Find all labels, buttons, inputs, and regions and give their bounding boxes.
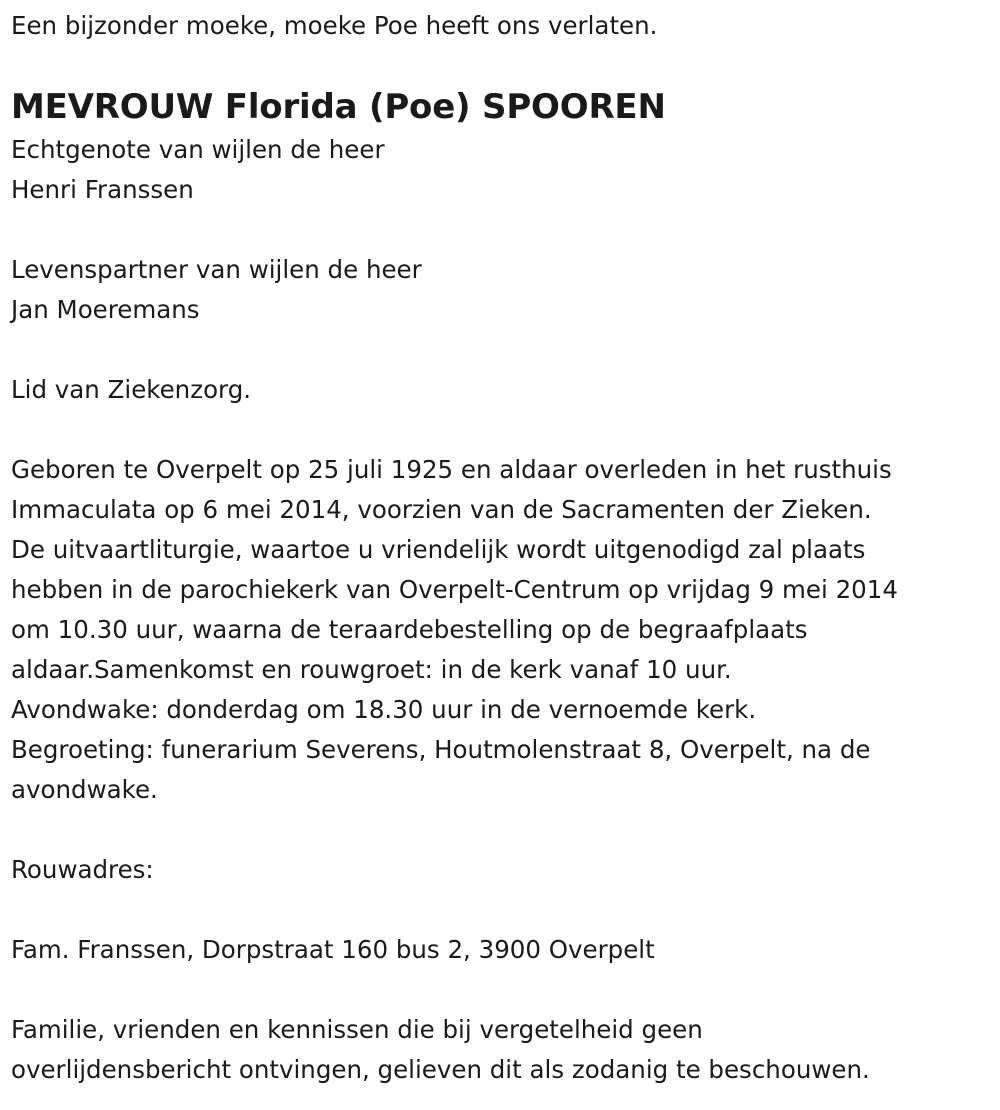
spacer: [11, 890, 986, 930]
intro-text: Een bijzonder moeke, moeke Poe heeft ons verlaten.: [11, 11, 658, 40]
partner-line-1: Levenspartner van wijlen de heer: [11, 255, 422, 284]
partner-name: Jan Moeremans: [11, 295, 200, 324]
membership-text: Lid van Ziekenzorg.: [11, 375, 252, 404]
details-line: Begroeting: funerarium Severens, Houtmolenstraat 8, Overpelt, na de: [11, 735, 871, 764]
details-line: De uitvaartliturgie, waartoe u vriendelijk wordt uitgenodigd zal plaats: [11, 535, 866, 564]
details-line: avondwake.: [11, 775, 158, 804]
details-paragraph: [11, 450, 986, 810]
closing-paragraph: [11, 1010, 986, 1090]
spouse-line-1: Echtgenote van wijlen de heer: [11, 135, 385, 164]
obituary-notice: [11, 0, 986, 1090]
closing-line: Familie, vrienden en kennissen die bij vergetelheid geen: [11, 1015, 703, 1044]
spacer: [11, 410, 986, 450]
details-line: Avondwake: donderdag om 18.30 uur in de vernoemde kerk.: [11, 695, 757, 724]
mourning-address: Fam. Franssen, Dorpstraat 160 bus 2, 3900 Overpelt: [11, 935, 655, 964]
details-line: Immaculata op 6 mei 2014, voorzien van de Sacramenten der Zieken.: [11, 495, 872, 524]
spacer: [11, 970, 986, 1010]
details-line: Geboren te Overpelt op 25 juli 1925 en aldaar overleden in het rusthuis: [11, 455, 892, 484]
details-line: hebben in de parochiekerk van Overpelt-Centrum op vrijdag 9 mei 2014: [11, 575, 898, 604]
spacer: [11, 210, 986, 250]
details-line: aldaar.Samenkomst en rouwgroet: in de kerk vanaf 10 uur.: [11, 655, 732, 684]
deceased-name-heading: MEVROUW Florida (Poe) SPOOREN: [11, 87, 666, 127]
spacer: [11, 810, 986, 850]
mourning-address-label: Rouwadres:: [11, 855, 154, 884]
details-line: om 10.30 uur, waarna de teraardebestelling op de begraafplaats: [11, 615, 808, 644]
spouse-name: Henri Franssen: [11, 175, 194, 204]
spacer: [11, 330, 986, 370]
closing-line: overlijdensbericht ontvingen, gelieven dit als zodanig te beschouwen.: [11, 1055, 870, 1084]
